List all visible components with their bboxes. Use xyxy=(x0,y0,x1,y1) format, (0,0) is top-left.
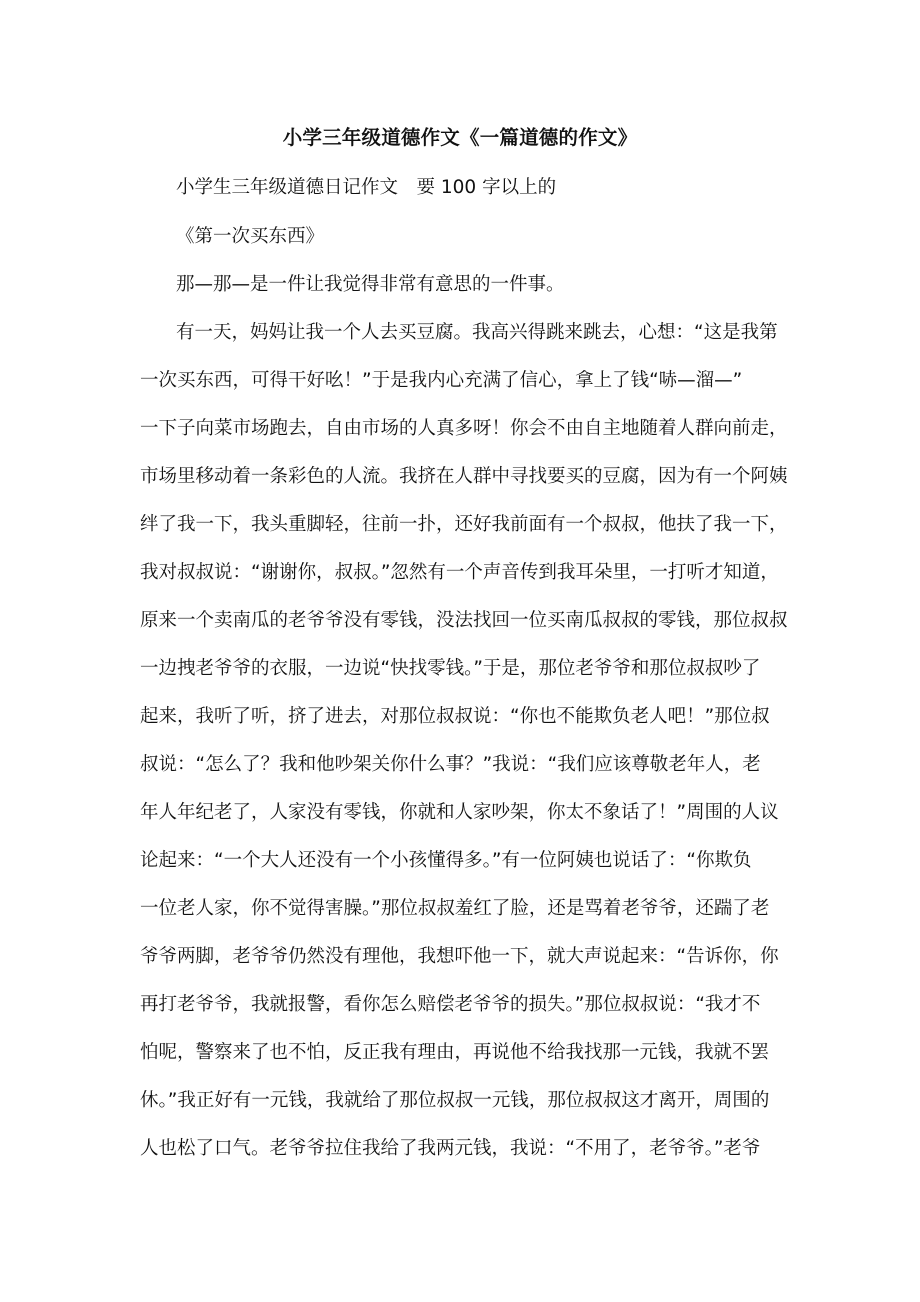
body-line: 人也松了口气。老爷爷拉住我给了我两元钱，我说：“不用了，老爷爷。”老爷 xyxy=(140,1138,761,1159)
body-line: 一边拽老爷爷的衣服，一边说“快找零钱。”于是，那位老爷爷和那位叔叔吵了 xyxy=(140,658,761,679)
body-line: 一次买东西，可得干好吆！”于是我内心充满了信心，拿上了钱“哧—溜—” xyxy=(140,370,743,391)
body-line: 怕呢，警察来了也不怕，反正我有理由，再说他不给我找那一元钱，我就不罢 xyxy=(140,1042,770,1063)
document-title: 小学三年级道德作文《一篇道德的作文》 xyxy=(282,126,638,149)
body-line: 休。”我正好有一元钱，我就给了那位叔叔一元钱，那位叔叔这才离开，周围的 xyxy=(140,1090,770,1111)
body-line: 起来，我听了听，挤了进去，对那位叔叔说：“你也不能欺负老人吧！”那位叔 xyxy=(140,706,770,727)
body-line: 一下子向菜市场跑去，自由市场的人真多呀！你会不由自主地随着人群向前走， xyxy=(140,418,788,439)
body-line: 论起来：“一个大人还没有一个小孩懂得多。”有一位阿姨也说话了：“你欺负 xyxy=(140,850,752,871)
body-line: 再打老爷爷，我就报警，看你怎么赔偿老爷爷的损失。”那位叔叔说：“我才不 xyxy=(140,994,761,1015)
body-line: 爷爷两脚，老爷爷仍然没有理他，我想吓他一下，就大声说起来：“告诉你，你 xyxy=(140,946,779,967)
body-line: 绊了我一下，我头重脚轻，往前一扑，还好我前面有一个叔叔，他扶了我一下， xyxy=(140,514,788,535)
body-line: 叔说：“怎么了？我和他吵架关你什么事？”我说：“我们应该尊敬老年人，老 xyxy=(140,754,761,775)
intro-paragraph: 那—那—是一件让我觉得非常有意思的一件事。 xyxy=(176,274,565,295)
body-line: 市场里移动着一条彩色的人流。我挤在人群中寻找要买的豆腐，因为有一个阿姨 xyxy=(140,466,788,487)
body-line: 我对叔叔说：“谢谢你，叔叔。”忽然有一个声音传到我耳朵里，一打听才知道， xyxy=(140,562,779,583)
body-line: 一位老人家，你不觉得害臊。”那位叔叔羞红了脸，还是骂着老爷爷，还踹了老 xyxy=(140,898,770,919)
document-subtitle: 小学生三年级道德日记作文 要 100 字以上的 xyxy=(176,177,557,198)
body-line: 原来一个卖南瓜的老爷爷没有零钱，没法找回一位买南瓜叔叔的零钱，那位叔叔 xyxy=(140,610,788,631)
body-line: 年人年纪老了，人家没有零钱，你就和人家吵架，你太不象话了！”周围的人议 xyxy=(140,802,779,823)
essay-title: 《第一次买东西》 xyxy=(176,226,325,247)
body-line: 有一天，妈妈让我一个人去买豆腐。我高兴得跳来跳去，心想：“这是我第 xyxy=(176,322,778,343)
